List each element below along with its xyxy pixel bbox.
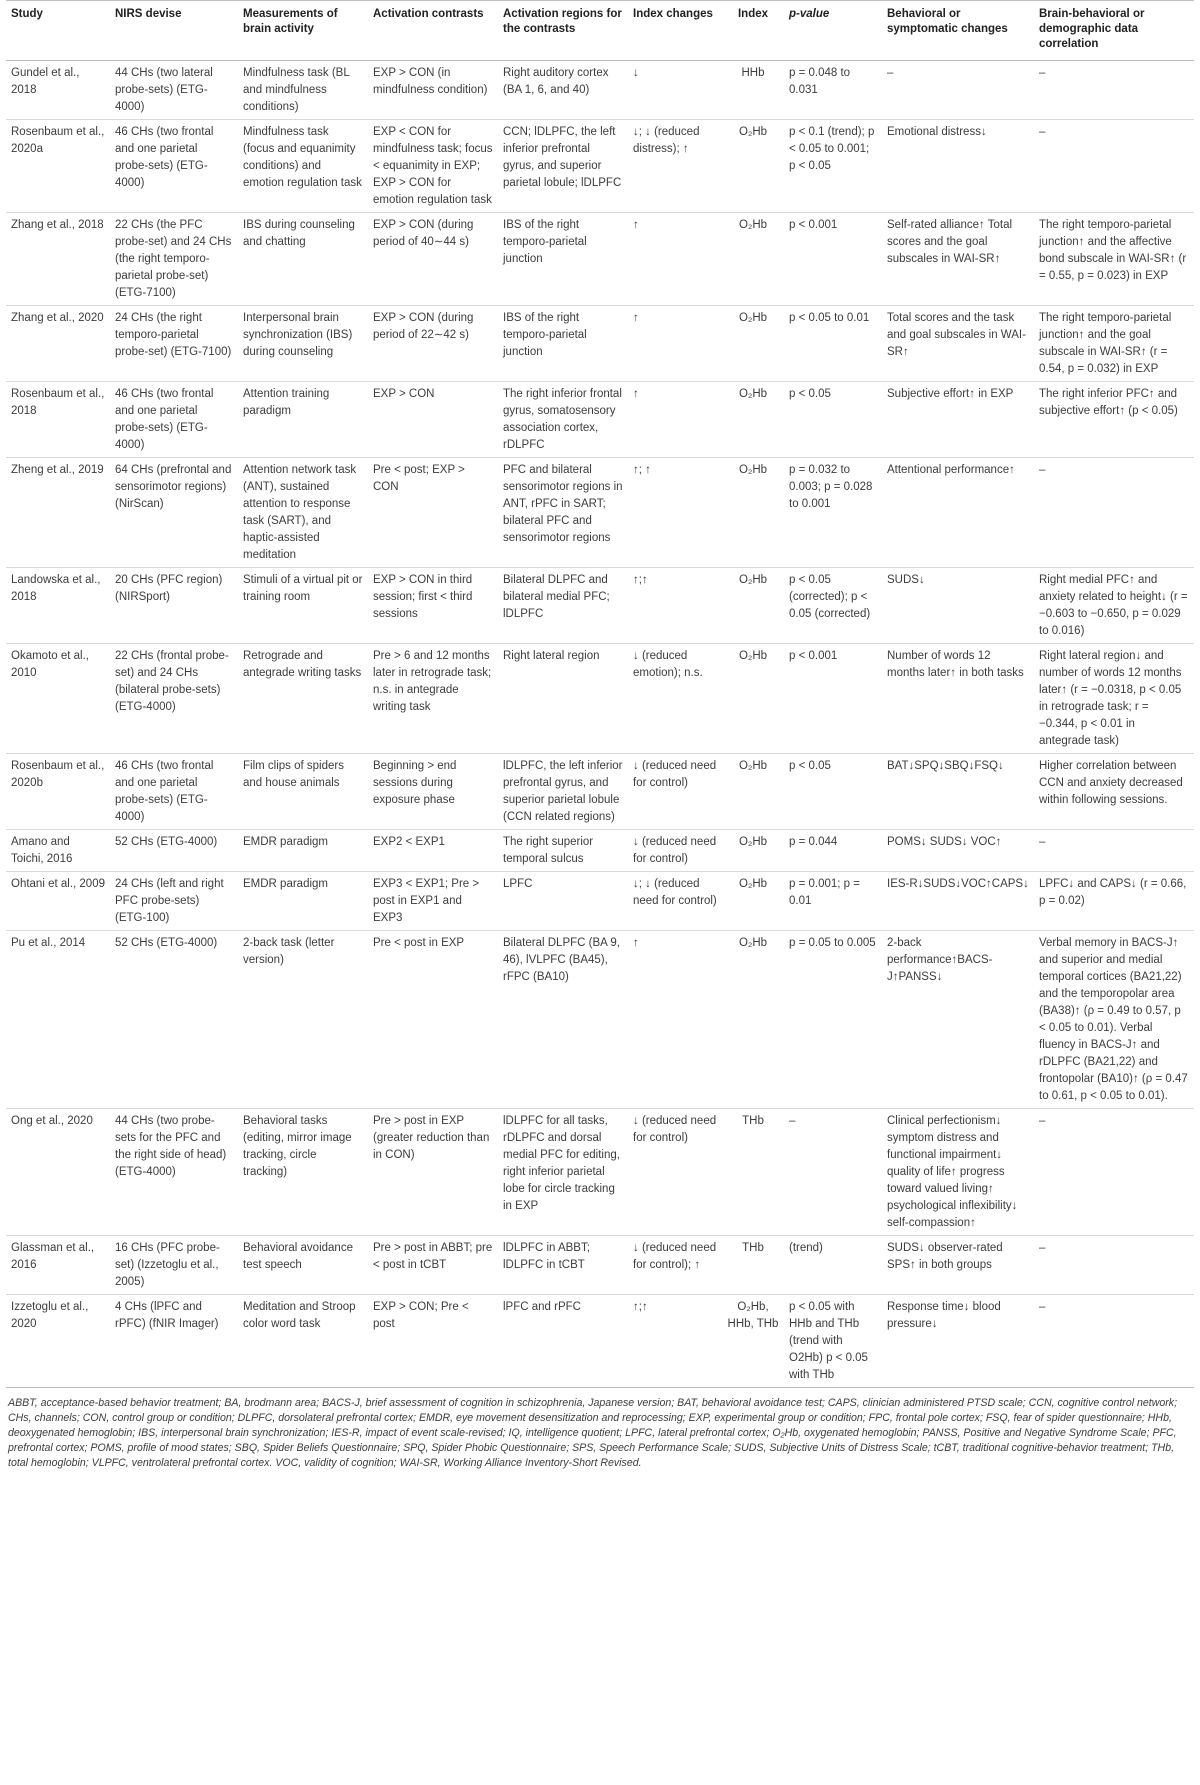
cell-index: O₂Hb <box>722 644 784 754</box>
cell-index-changes: ↓; ↓ (reduced need for control) <box>628 872 722 931</box>
cell-study: Glassman et al., 2016 <box>6 1236 110 1295</box>
cell-nirs-devise: 52 CHs (ETG-4000) <box>110 830 238 872</box>
cell-measurements: Mindfulness task (BL and mindfulness conditions) <box>238 61 368 120</box>
cell-activation-contrasts: EXP > CON (during period of 40∼44 s) <box>368 213 498 306</box>
cell-behavioral-changes: Attentional performance↑ <box>882 458 1034 568</box>
header-index: Index <box>722 1 784 61</box>
cell-behavioral-changes: SUDS↓ <box>882 568 1034 644</box>
cell-p-value: p < 0.1 (trend); p < 0.05 to 0.001; p < 0.05 <box>784 120 882 213</box>
cell-activation-regions: Right auditory cortex (BA 1, 6, and 40) <box>498 61 628 120</box>
cell-measurements: Film clips of spiders and house animals <box>238 754 368 830</box>
cell-measurements: Retrograde and antegrade writing tasks <box>238 644 368 754</box>
cell-correlation: – <box>1034 120 1194 213</box>
cell-index: O₂Hb <box>722 830 784 872</box>
table-row <box>6 872 1194 931</box>
cell-activation-contrasts: EXP > CON (during period of 22∼42 s) <box>368 306 498 382</box>
cell-measurements: Behavioral tasks (editing, mirror image tracking, circle tracking) <box>238 1109 368 1236</box>
cell-index: O₂Hb <box>722 754 784 830</box>
cell-index-changes: ↓ (reduced emotion); n.s. <box>628 644 722 754</box>
cell-activation-regions: lDLPFC in ABBT; lDLPFC in tCBT <box>498 1236 628 1295</box>
cell-behavioral-changes: 2-back performance↑BACS-J↑PANSS↓ <box>882 931 1034 1109</box>
cell-behavioral-changes: Response time↓ blood pressure↓ <box>882 1295 1034 1388</box>
header-index-changes: Index changes <box>628 1 722 61</box>
cell-activation-contrasts: EXP > CON (in mindfulness condition) <box>368 61 498 120</box>
table-row <box>6 213 1194 306</box>
table-header-row <box>6 1 1194 61</box>
table-row <box>6 61 1194 120</box>
cell-study: Zhang et al., 2018 <box>6 213 110 306</box>
cell-activation-contrasts: Pre < post; EXP > CON <box>368 458 498 568</box>
cell-study: Amano and Toichi, 2016 <box>6 830 110 872</box>
cell-p-value: – <box>784 1109 882 1236</box>
cell-activation-regions: The right superior temporal sulcus <box>498 830 628 872</box>
cell-behavioral-changes: Self-rated alliance↑ Total scores and the goal subscales in WAI-SR↑ <box>882 213 1034 306</box>
cell-index-changes: ↓ (reduced need for control); ↑ <box>628 1236 722 1295</box>
cell-p-value: p = 0.044 <box>784 830 882 872</box>
table-row <box>6 1236 1194 1295</box>
header-measurements: Measurements of brain activity <box>238 1 368 61</box>
cell-correlation: – <box>1034 1236 1194 1295</box>
cell-p-value: p < 0.05 to 0.01 <box>784 306 882 382</box>
cell-activation-regions: The right inferior frontal gyrus, somatosensory association cortex, rDLPFC <box>498 382 628 458</box>
table-row <box>6 382 1194 458</box>
cell-correlation: Right lateral region↓ and number of words 12 months later↑ (r = −0.0318, p < 0.05 in retrograde task; r = −0.344, p < 0.01 in antegrade task) <box>1034 644 1194 754</box>
cell-behavioral-changes: POMS↓ SUDS↓ VOC↑ <box>882 830 1034 872</box>
cell-p-value: p < 0.05 (corrected); p < 0.05 (corrected) <box>784 568 882 644</box>
cell-measurements: Attention network task (ANT), sustained attention to response task (SART), and haptic-assisted meditation <box>238 458 368 568</box>
cell-correlation: – <box>1034 61 1194 120</box>
cell-measurements: Mindfulness task (focus and equanimity conditions) and emotion regulation task <box>238 120 368 213</box>
header-activation-regions: Activation regions for the contrasts <box>498 1 628 61</box>
cell-activation-regions: PFC and bilateral sensorimotor regions in ANT, rPFC in SART; bilateral PFC and sensorimotor regions <box>498 458 628 568</box>
cell-nirs-devise: 24 CHs (left and right PFC probe-sets) (ETG-100) <box>110 872 238 931</box>
cell-activation-contrasts: Pre > post in ABBT; pre < post in tCBT <box>368 1236 498 1295</box>
cell-p-value: p = 0.048 to 0.031 <box>784 61 882 120</box>
cell-p-value: p < 0.05 <box>784 382 882 458</box>
cell-behavioral-changes: SUDS↓ observer-rated SPS↑ in both groups <box>882 1236 1034 1295</box>
cell-study: Gundel et al., 2018 <box>6 61 110 120</box>
header-behavioral-changes: Behavioral or symptomatic changes <box>882 1 1034 61</box>
cell-nirs-devise: 22 CHs (frontal probe-set) and 24 CHs (bilateral probe-sets) (ETG-4000) <box>110 644 238 754</box>
cell-nirs-devise: 16 CHs (PFC probe-set) (Izzetoglu et al., 2005) <box>110 1236 238 1295</box>
cell-index: O₂Hb <box>722 872 784 931</box>
cell-index-changes: ↑; ↑ <box>628 458 722 568</box>
cell-activation-regions: lPFC and rPFC <box>498 1295 628 1388</box>
cell-p-value: p < 0.001 <box>784 213 882 306</box>
cell-behavioral-changes: BAT↓SPQ↓SBQ↓FSQ↓ <box>882 754 1034 830</box>
cell-correlation: – <box>1034 458 1194 568</box>
cell-nirs-devise: 46 CHs (two frontal and one parietal probe-sets) (ETG-4000) <box>110 382 238 458</box>
table-row <box>6 568 1194 644</box>
table-row <box>6 120 1194 213</box>
cell-index: O₂Hb <box>722 213 784 306</box>
cell-measurements: Meditation and Stroop color word task <box>238 1295 368 1388</box>
cell-study: Ohtani et al., 2009 <box>6 872 110 931</box>
cell-correlation: – <box>1034 1295 1194 1388</box>
cell-measurements: Behavioral avoidance test speech <box>238 1236 368 1295</box>
cell-activation-regions: lDLPFC, the left inferior prefrontal gyrus, and superior parietal lobule (CCN related regions) <box>498 754 628 830</box>
cell-nirs-devise: 24 CHs (the right temporo-parietal probe-set) (ETG-7100) <box>110 306 238 382</box>
cell-behavioral-changes: Clinical perfectionism↓ symptom distress and functional impairment↓ quality of life↑ progress toward valued living↑ psychological inflexibility↓ self-compassion↑ <box>882 1109 1034 1236</box>
cell-nirs-devise: 52 CHs (ETG-4000) <box>110 931 238 1109</box>
cell-activation-contrasts: EXP > CON in third session; first < third sessions <box>368 568 498 644</box>
cell-activation-contrasts: Pre > post in EXP (greater reduction than in CON) <box>368 1109 498 1236</box>
cell-correlation: Right medial PFC↑ and anxiety related to height↓ (r = −0.603 to −0.650, p = 0.029 to 0.016) <box>1034 568 1194 644</box>
cell-p-value: p < 0.05 <box>784 754 882 830</box>
cell-measurements: IBS during counseling and chatting <box>238 213 368 306</box>
cell-nirs-devise: 44 CHs (two lateral probe-sets) (ETG-4000) <box>110 61 238 120</box>
cell-index: O₂Hb <box>722 382 784 458</box>
cell-correlation: Higher correlation between CCN and anxiety decreased within following sessions. <box>1034 754 1194 830</box>
cell-behavioral-changes: Emotional distress↓ <box>882 120 1034 213</box>
cell-index-changes: ↑;↑ <box>628 568 722 644</box>
cell-correlation: – <box>1034 830 1194 872</box>
cell-activation-contrasts: EXP3 < EXP1; Pre > post in EXP1 and EXP3 <box>368 872 498 931</box>
header-p-value: p-value <box>784 1 882 61</box>
cell-study: Rosenbaum et al., 2020b <box>6 754 110 830</box>
cell-activation-contrasts: EXP < CON for mindfulness task; focus < equanimity in EXP; EXP > CON for emotion regulation task <box>368 120 498 213</box>
table-row <box>6 931 1194 1109</box>
cell-activation-contrasts: EXP > CON; Pre < post <box>368 1295 498 1388</box>
header-nirs-devise: NIRS devise <box>110 1 238 61</box>
cell-index-changes: ↓ <box>628 61 722 120</box>
cell-index-changes: ↓; ↓ (reduced distress); ↑ <box>628 120 722 213</box>
cell-p-value: p < 0.001 <box>784 644 882 754</box>
cell-correlation: LPFC↓ and CAPS↓ (r = 0.66, p = 0.02) <box>1034 872 1194 931</box>
cell-index-changes: ↓ (reduced need for control) <box>628 1109 722 1236</box>
cell-correlation: Verbal memory in BACS-J↑ and superior and medial temporal cortices (BA21,22) and the temporopolar area (BA38)↑ (ρ = 0.49 to 0.57, p < 0.05 to 0.01). Verbal fluency in BACS-J↑ and rDLPFC (BA21,22) and frontopolar (BA10)↑ (ρ = 0.47 to 0.61, p < 0.05 to 0.01). <box>1034 931 1194 1109</box>
cell-behavioral-changes: Total scores and the task and goal subscales in WAI-SR↑ <box>882 306 1034 382</box>
cell-index-changes: ↑ <box>628 382 722 458</box>
header-activation-contrasts: Activation contrasts <box>368 1 498 61</box>
table-row <box>6 1295 1194 1388</box>
table-row <box>6 1109 1194 1236</box>
cell-measurements: Interpersonal brain synchronization (IBS) during counseling <box>238 306 368 382</box>
cell-study: Okamoto et al., 2010 <box>6 644 110 754</box>
cell-measurements: Stimuli of a virtual pit or training room <box>238 568 368 644</box>
cell-nirs-devise: 4 CHs (lPFC and rPFC) (fNIR Imager) <box>110 1295 238 1388</box>
header-study: Study <box>6 1 110 61</box>
cell-index-changes: ↑ <box>628 306 722 382</box>
cell-measurements: 2-back task (letter version) <box>238 931 368 1109</box>
cell-nirs-devise: 46 CHs (two frontal and one parietal probe-sets) (ETG-4000) <box>110 754 238 830</box>
cell-study: Zheng et al., 2019 <box>6 458 110 568</box>
cell-index-changes: ↑ <box>628 213 722 306</box>
cell-p-value: p = 0.001; p = 0.01 <box>784 872 882 931</box>
table-row <box>6 644 1194 754</box>
cell-index: HHb <box>722 61 784 120</box>
cell-behavioral-changes: – <box>882 61 1034 120</box>
cell-index-changes: ↓ (reduced need for control) <box>628 754 722 830</box>
cell-activation-regions: Bilateral DLPFC (BA 9, 46), lVLPFC (BA45), rFPC (BA10) <box>498 931 628 1109</box>
cell-activation-regions: CCN; lDLPFC, the left inferior prefrontal gyrus, and superior parietal lobule; lDLPFC <box>498 120 628 213</box>
table-row <box>6 830 1194 872</box>
header-correlation: Brain-behavioral or demographic data correlation <box>1034 1 1194 61</box>
cell-nirs-devise: 20 CHs (PFC region) (NIRSport) <box>110 568 238 644</box>
cell-p-value: (trend) <box>784 1236 882 1295</box>
cell-index-changes: ↑;↑ <box>628 1295 722 1388</box>
cell-activation-regions: Right lateral region <box>498 644 628 754</box>
cell-p-value: p = 0.032 to 0.003; p = 0.028 to 0.001 <box>784 458 882 568</box>
cell-index: O₂Hb <box>722 306 784 382</box>
cell-study: Ong et al., 2020 <box>6 1109 110 1236</box>
cell-correlation: The right temporo-parietal junction↑ and the affective bond subscale in WAI-SR↑ (r = 0.55, p = 0.023) in EXP <box>1034 213 1194 306</box>
table-row <box>6 306 1194 382</box>
cell-study: Landowska et al., 2018 <box>6 568 110 644</box>
cell-activation-regions: LPFC <box>498 872 628 931</box>
cell-index: O₂Hb <box>722 568 784 644</box>
cell-correlation: The right temporo-parietal junction↑ and the goal subscale in WAI-SR↑ (r = 0.54, p = 0.032) in EXP <box>1034 306 1194 382</box>
cell-index-changes: ↑ <box>628 931 722 1109</box>
cell-activation-contrasts: EXP > CON <box>368 382 498 458</box>
cell-measurements: Attention training paradigm <box>238 382 368 458</box>
cell-study: Rosenbaum et al., 2018 <box>6 382 110 458</box>
cell-activation-contrasts: EXP2 < EXP1 <box>368 830 498 872</box>
cell-correlation: The right inferior PFC↑ and subjective effort↑ (p < 0.05) <box>1034 382 1194 458</box>
cell-nirs-devise: 64 CHs (prefrontal and sensorimotor regions) (NirScan) <box>110 458 238 568</box>
cell-study: Izzetoglu et al., 2020 <box>6 1295 110 1388</box>
table-footnote: ABBT, acceptance-based behavior treatment; BA, brodmann area; BACS-J, brief assessment of cognition in schizophrenia, Japanese version; BAT, behavioral avoidance test; CAPS, clinician administered PTSD scale; CCN, cognitive control network; CHs, channels; CON, control group or condition; DLPFC, dorsolateral prefrontal cortex; EMDR, eye movement desensitization and reprocessing; EXP, experimental group or condition; FPC, frontal pole cortex; FSQ, fear of spider questionnaire; HHb, deoxygenated hemoglobin; IBS, interpersonal brain synchronization; IES-R, impact of event scale-revised; IQ, intelligence quotient; LPFC, lateral prefrontal cortex; O₂Hb, oxygenated hemoglobin; PANSS, Positive and Negative Syndrome Scale; PFC, prefrontal cortex; POMS, profile of mood states; SBQ, Spider Beliefs Questionnaire; SPQ, Spider Phobic Questionnaire; SPS, Speech Performance Scale; SUDS, Subjective Units of Distress Scale; tCBT, traditional cognitive-behavior treatment; THb, total hemoglobin; VLPFC, ventrolateral prefrontal cortex. VOC, validity of cognition; WAI-SR, Working Alliance Inventory-Short Revised. <box>8 1397 1178 1469</box>
cell-nirs-devise: 44 CHs (two probe-sets for the PFC and the right side of head) (ETG-4000) <box>110 1109 238 1236</box>
cell-activation-regions: Bilateral DLPFC and bilateral medial PFC; lDLPFC <box>498 568 628 644</box>
cell-behavioral-changes: Subjective effort↑ in EXP <box>882 382 1034 458</box>
cell-activation-contrasts: Beginning > end sessions during exposure phase <box>368 754 498 830</box>
cell-index: O₂Hb, HHb, THb <box>722 1295 784 1388</box>
study-table <box>6 0 1194 1388</box>
table-body <box>6 61 1194 1388</box>
cell-activation-contrasts: Pre < post in EXP <box>368 931 498 1109</box>
cell-measurements: EMDR paradigm <box>238 872 368 931</box>
cell-activation-regions: IBS of the right temporo-parietal junction <box>498 306 628 382</box>
cell-index: THb <box>722 1109 784 1236</box>
cell-behavioral-changes: Number of words 12 months later↑ in both tasks <box>882 644 1034 754</box>
cell-index: THb <box>722 1236 784 1295</box>
cell-activation-regions: lDLPFC for all tasks, rDLPFC and dorsal medial PFC for editing, right inferior parietal lobe for circle tracking in EXP <box>498 1109 628 1236</box>
cell-study: Zhang et al., 2020 <box>6 306 110 382</box>
cell-index-changes: ↓ (reduced need for control) <box>628 830 722 872</box>
table-row <box>6 754 1194 830</box>
cell-measurements: EMDR paradigm <box>238 830 368 872</box>
cell-index: O₂Hb <box>722 120 784 213</box>
cell-index: O₂Hb <box>722 931 784 1109</box>
cell-study: Rosenbaum et al., 2020a <box>6 120 110 213</box>
cell-correlation: – <box>1034 1109 1194 1236</box>
cell-behavioral-changes: IES-R↓SUDS↓VOC↑CAPS↓ <box>882 872 1034 931</box>
cell-index: O₂Hb <box>722 458 784 568</box>
cell-activation-contrasts: Pre > 6 and 12 months later in retrograde task; n.s. in antegrade writing task <box>368 644 498 754</box>
table-row <box>6 458 1194 568</box>
cell-nirs-devise: 22 CHs (the PFC probe-set) and 24 CHs (the right temporo-parietal probe-set) (ETG-7100) <box>110 213 238 306</box>
cell-nirs-devise: 46 CHs (two frontal and one parietal probe-sets) (ETG-4000) <box>110 120 238 213</box>
cell-activation-regions: IBS of the right temporo-parietal junction <box>498 213 628 306</box>
cell-p-value: p < 0.05 with HHb and THb (trend with O2Hb) p < 0.05 with THb <box>784 1295 882 1388</box>
cell-study: Pu et al., 2014 <box>6 931 110 1109</box>
cell-p-value: p = 0.05 to 0.005 <box>784 931 882 1109</box>
